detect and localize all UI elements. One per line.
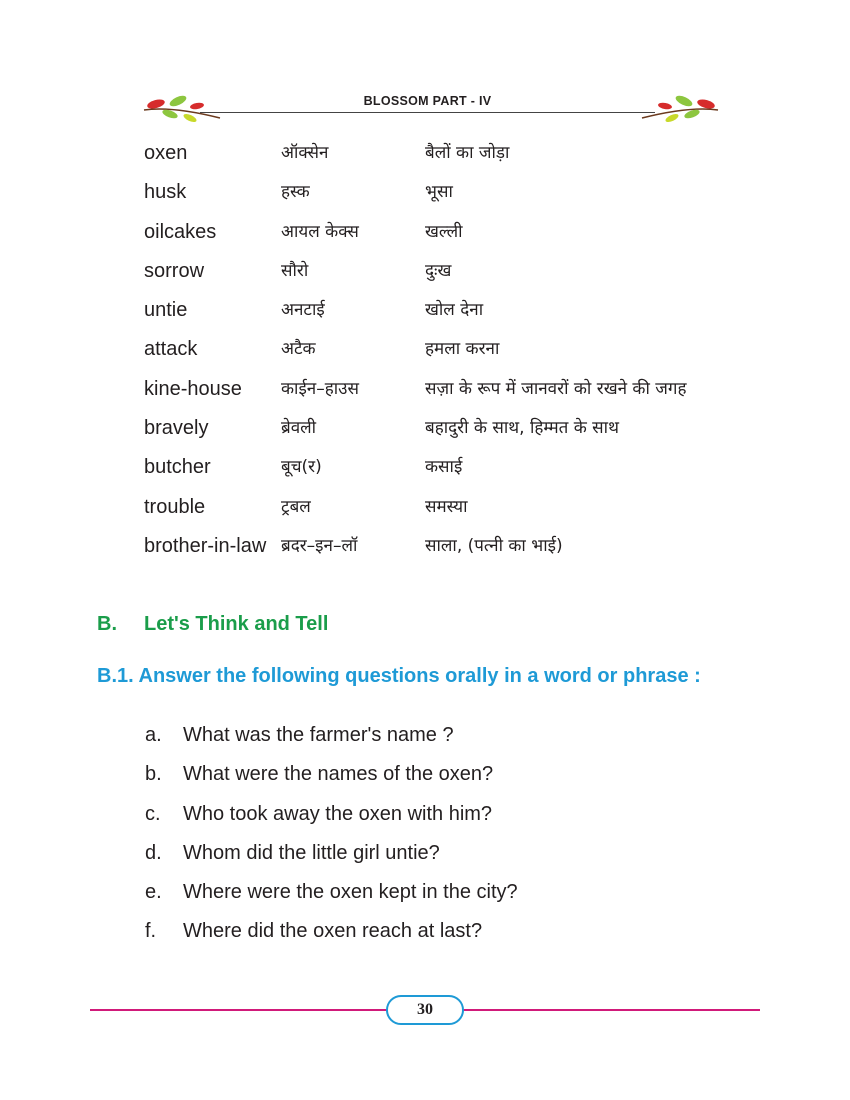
vocab-pronunciation: अनटाई <box>281 300 325 321</box>
vocab-word: attack <box>144 338 198 361</box>
page-number: 30 <box>386 995 464 1025</box>
book-title: BLOSSOM PART - IV <box>363 94 492 108</box>
vocab-meaning: साला, (पत्नी का भाई) <box>425 535 563 556</box>
question-text: Who took away the oxen with him? <box>183 802 493 825</box>
vocab-meaning: खोल देना <box>425 300 484 321</box>
vocab-meaning: खल्ली <box>425 221 463 242</box>
question-text: Whom did the little girl untie? <box>183 841 440 864</box>
vocab-row <box>144 493 784 532</box>
vocab-meaning: दुःख <box>425 260 452 281</box>
question-text: What were the names of the oxen? <box>183 763 494 786</box>
question-letter: c. <box>145 802 161 825</box>
question-letter: f. <box>145 920 157 943</box>
vocab-word: kine-house <box>144 377 242 400</box>
section-b-title: Let's Think and Tell <box>144 613 329 635</box>
vocab-row <box>144 218 784 257</box>
vocab-row <box>144 139 784 178</box>
vocab-pronunciation: सौरो <box>281 260 309 281</box>
vocab-meaning: बहादुरी के साथ, हिम्मत के साथ <box>425 418 619 439</box>
vocab-word: butcher <box>144 456 211 479</box>
vocab-pronunciation: आयल केक्स <box>281 221 359 242</box>
question-letter: e. <box>145 881 162 904</box>
question-text: Where did the oxen reach at last? <box>183 920 483 943</box>
vocab-pronunciation: ब्रदर–इन–लॉ <box>281 535 358 556</box>
vocab-row <box>144 257 784 296</box>
header-rule <box>200 112 655 113</box>
vocab-meaning: सज़ा के रूप में जानवरों को रखने की जगह <box>425 378 687 399</box>
question-letter: b. <box>145 763 162 786</box>
vocab-meaning: कसाई <box>425 457 463 478</box>
vocab-word: bravely <box>144 417 209 440</box>
vocab-row <box>144 532 784 571</box>
section-b1-heading: B.1. Answer the following questions orally in a word or phrase : <box>97 665 701 687</box>
question-text: What was the farmer's name ? <box>183 724 454 746</box>
page-header <box>140 92 715 122</box>
section-b-label: B. <box>97 613 117 635</box>
vocab-row <box>144 414 784 453</box>
question-letter: d. <box>145 841 162 864</box>
vocab-pronunciation: हस्क <box>281 182 310 203</box>
vocab-meaning: बैलों का जोड़ा <box>425 143 510 163</box>
vocab-pronunciation: ऑक्सेन <box>281 143 329 163</box>
vocab-pronunciation: बूच(र) <box>281 457 322 478</box>
vocab-meaning: भूसा <box>425 182 453 203</box>
vocab-row <box>144 178 784 217</box>
vocab-pronunciation: अटैक <box>281 339 316 360</box>
vocab-meaning: समस्या <box>425 496 468 517</box>
vocab-word: oxen <box>144 142 188 164</box>
vocab-row <box>144 296 784 335</box>
vocabulary-table <box>144 139 784 571</box>
vocab-word: brother-in-law <box>144 534 267 557</box>
vocab-row <box>144 453 784 492</box>
vocab-word: trouble <box>144 495 206 518</box>
vocab-word: untie <box>144 299 188 322</box>
vocab-meaning: हमला करना <box>425 339 500 360</box>
vocab-row <box>144 375 784 414</box>
vocab-word: sorrow <box>144 259 205 282</box>
vocab-pronunciation: ब्रेवली <box>281 418 317 439</box>
question-text: Where were the oxen kept in the city? <box>183 881 518 904</box>
vocab-word: husk <box>144 181 187 204</box>
vocab-row <box>144 335 784 374</box>
question-letter: a. <box>145 724 162 746</box>
vocab-pronunciation: काईन–हाउस <box>281 378 359 399</box>
vocab-pronunciation: ट्रबल <box>281 496 311 517</box>
vocab-word: oilcakes <box>144 220 217 243</box>
